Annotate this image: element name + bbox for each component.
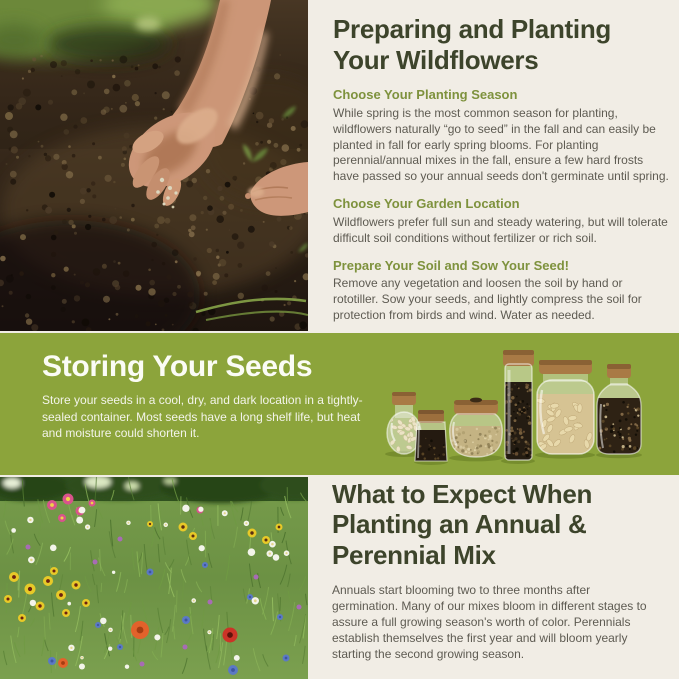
subsection-garden-location <box>333 196 669 246</box>
jar-mixed-dark <box>597 364 641 454</box>
soil-photo-art <box>0 0 308 331</box>
subsection-prepare-soil <box>333 258 669 324</box>
subsection-body: Wildflowers prefer full sun and steady watering, but will tolerate difficult soil conditions without fertilizer or rich soil. <box>333 214 668 245</box>
storing-text <box>42 350 364 442</box>
jar-tall-cylinder <box>503 350 534 460</box>
seed-jars-photo <box>377 340 647 472</box>
jar-flat-seeds <box>536 360 594 454</box>
section-expect <box>332 479 658 663</box>
jar-tan-seeds <box>449 398 504 458</box>
expect-body: Annuals start blooming two to three months after germination. Many of our mixes bloom in different stages to assure a full growing season's worth of color. Perennials establish themselves the first year and will bloom yearly starting the second growing season. <box>332 583 647 662</box>
storing-title: Storing Your Seeds <box>42 350 313 383</box>
preparing-title: Preparing and Planting Your Wildflowers <box>333 14 611 76</box>
subsection-body: While spring is the most common season for planting, wildflowers naturally “go to seed” in the fall and can easily be planted in fall for early spring blooms. For planting perennial/annual mixes in the fall, ensure a few hard frosts have passed so your annual seeds don't germinate until spring. <box>333 105 669 184</box>
soil-photo <box>0 0 308 331</box>
subsection-heading: Prepare Your Soil and Sow Your Seed! <box>333 257 569 273</box>
storing-body: Store your seeds in a cool, dry, and dark location in a tightly-sealed container. Most seeds have a long shelf life, but heat and moisture could shorten it. <box>42 393 363 441</box>
subsection-body: Remove any vegetation and loosen the soil by hand or rototiller. Sow your seeds, and lightly compress the soil for protection from birds and wind. Water as needed. <box>333 275 642 322</box>
meadow-photo <box>0 477 308 679</box>
subsection-heading: Choose Your Planting Season <box>333 87 518 103</box>
subsection-planting-season <box>333 87 669 185</box>
meadow-photo-art <box>0 477 308 679</box>
seed-jars-art <box>377 340 647 472</box>
expect-title: What to Expect When Planting an Annual & Perennial Mix <box>332 479 593 570</box>
section-preparing <box>333 14 669 324</box>
subsection-heading: Choose Your Garden Location <box>333 196 520 212</box>
jar-dark-small <box>415 410 447 461</box>
